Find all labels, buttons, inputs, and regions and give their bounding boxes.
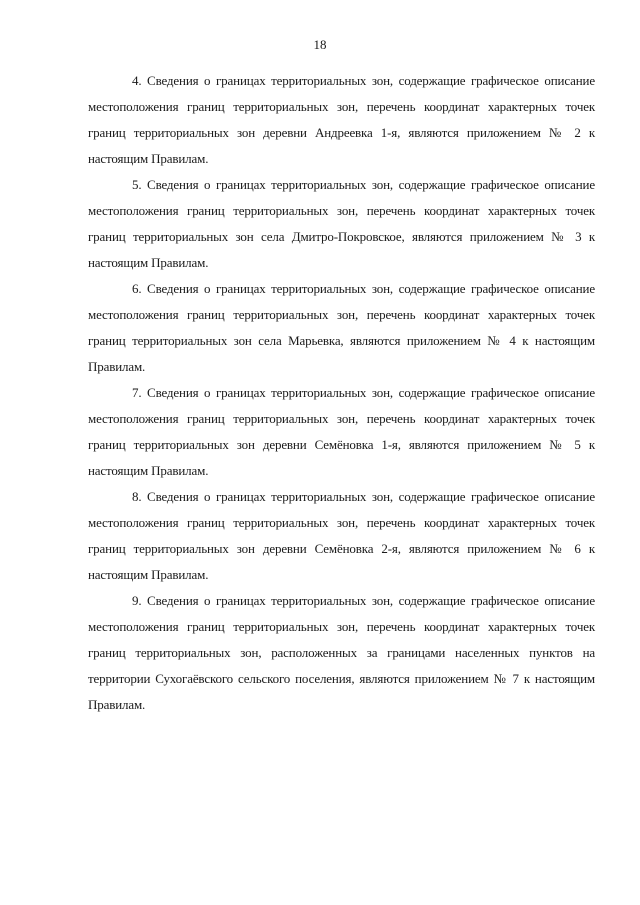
paragraph-item-5: 5. Сведения о границах территориальных зон, содержащие графическое описание местоположения границ территориальных зон, перечень координат характерных точек границ территориальных зон села Дмитро-Покровское, являются приложением № 3 к настоящим Правилам. — [88, 177, 595, 270]
paragraph-item-9: 9. Сведения о границах территориальных зон, содержащие графическое описание местоположения границ территориальных зон, перечень координат характерных точек границ территориальных зон, расположенных за границами населенных пунктов на территории Сухогаёвского сельского поселения, являются приложением № 7 к настоящим Правилам. — [88, 593, 595, 712]
document-body — [88, 68, 595, 718]
paragraph-item-6: 6. Сведения о границах территориальных зон, содержащие графическое описание местоположения границ территориальных зон, перечень координат характерных точек границ территориальных зон села Марьевка, являются приложением № 4 к настоящим Правилам. — [88, 281, 595, 374]
paragraph-item-7: 7. Сведения о границах территориальных зон, содержащие графическое описание местоположения границ территориальных зон, перечень координат характерных точек границ территориальных зон деревни Семёновка 1-я, являются приложением № 5 к настоящим Правилам. — [88, 385, 595, 478]
page-number: 18 — [313, 37, 327, 52]
paragraph-item-4: 4. Сведения о границах территориальных зон, содержащие графическое описание местоположения границ территориальных зон, перечень координат характерных точек границ территориальных зон деревни Андреевка 1-я, являются приложением № 2 к настоящим Правилам. — [88, 73, 595, 166]
paragraph-item-8: 8. Сведения о границах территориальных зон, содержащие графическое описание местоположения границ территориальных зон, перечень координат характерных точек границ территориальных зон деревни Семёновка 2-я, являются приложением № 6 к настоящим Правилам. — [88, 489, 595, 582]
